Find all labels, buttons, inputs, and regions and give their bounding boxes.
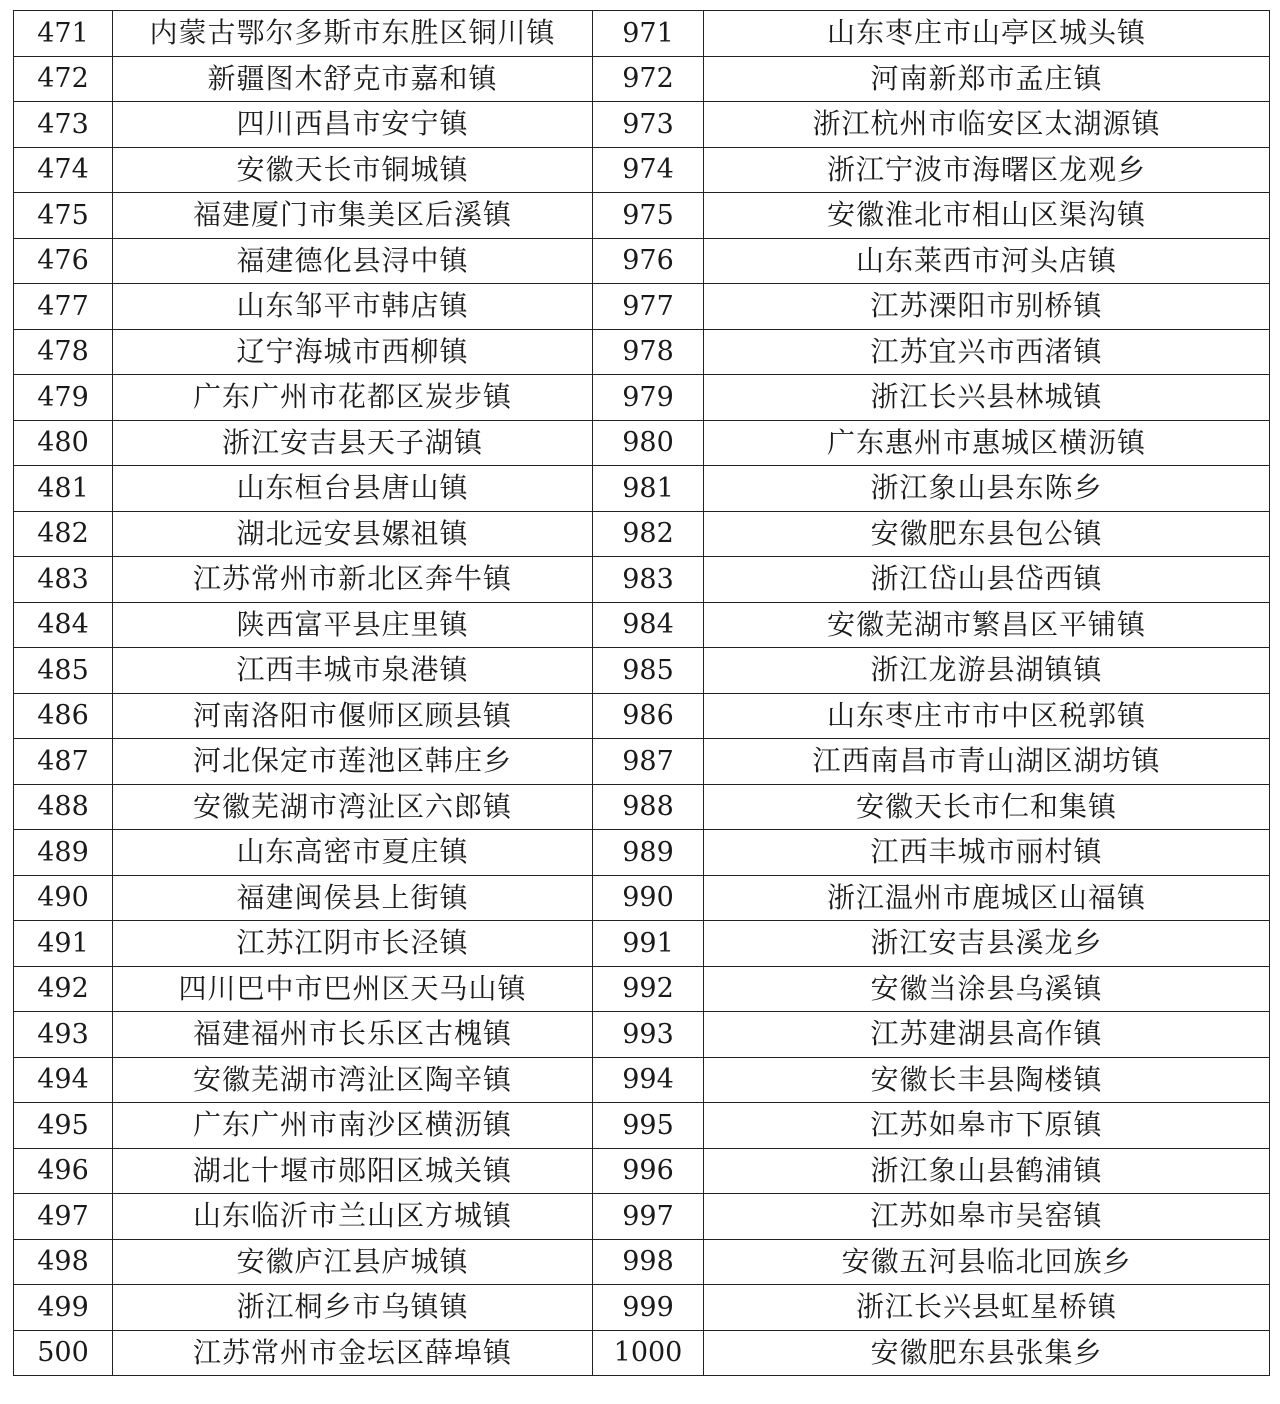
right-rank-cell: 983 xyxy=(593,557,704,603)
left-town-cell: 广东广州市南沙区横沥镇 xyxy=(113,1103,593,1149)
right-rank-cell: 984 xyxy=(593,602,704,648)
right-rank-cell: 995 xyxy=(593,1103,704,1149)
left-town-cell: 浙江桐乡市乌镇镇 xyxy=(113,1285,593,1331)
table-row xyxy=(14,147,1270,193)
right-rank-cell: 990 xyxy=(593,875,704,921)
right-town-cell: 江苏宜兴市西渚镇 xyxy=(704,329,1270,375)
left-rank-cell: 494 xyxy=(14,1057,113,1103)
table-row xyxy=(14,420,1270,466)
left-rank-cell: 493 xyxy=(14,1012,113,1058)
right-town-cell: 山东枣庄市市中区税郭镇 xyxy=(704,693,1270,739)
left-town-cell: 安徽庐江县庐城镇 xyxy=(113,1239,593,1285)
left-town-cell: 广东广州市花都区炭步镇 xyxy=(113,375,593,421)
right-town-cell: 山东莱西市河头店镇 xyxy=(704,238,1270,284)
right-town-cell: 安徽天长市仁和集镇 xyxy=(704,784,1270,830)
right-rank-cell: 979 xyxy=(593,375,704,421)
right-rank-cell: 989 xyxy=(593,830,704,876)
left-town-cell: 福建闽侯县上街镇 xyxy=(113,875,593,921)
right-town-cell: 山东枣庄市山亭区城头镇 xyxy=(704,11,1270,57)
table-row xyxy=(14,238,1270,284)
right-town-cell: 安徽肥东县包公镇 xyxy=(704,511,1270,557)
town-ranking-table xyxy=(13,10,1270,1376)
left-rank-cell: 486 xyxy=(14,693,113,739)
table-row xyxy=(14,875,1270,921)
right-rank-cell: 998 xyxy=(593,1239,704,1285)
table-body xyxy=(14,11,1270,1376)
left-rank-cell: 490 xyxy=(14,875,113,921)
right-town-cell: 浙江长兴县林城镇 xyxy=(704,375,1270,421)
left-town-cell: 安徽天长市铜城镇 xyxy=(113,147,593,193)
table-row xyxy=(14,1057,1270,1103)
right-rank-cell: 974 xyxy=(593,147,704,193)
right-rank-cell: 988 xyxy=(593,784,704,830)
right-rank-cell: 994 xyxy=(593,1057,704,1103)
left-town-cell: 四川西昌市安宁镇 xyxy=(113,102,593,148)
right-rank-cell: 996 xyxy=(593,1148,704,1194)
left-town-cell: 江苏常州市金坛区薛埠镇 xyxy=(113,1330,593,1376)
left-town-cell: 湖北十堰市郧阳区城关镇 xyxy=(113,1148,593,1194)
table-row xyxy=(14,511,1270,557)
table-row xyxy=(14,648,1270,694)
left-rank-cell: 476 xyxy=(14,238,113,284)
left-rank-cell: 483 xyxy=(14,557,113,603)
right-rank-cell: 975 xyxy=(593,193,704,239)
left-town-cell: 安徽芜湖市湾沚区六郎镇 xyxy=(113,784,593,830)
left-rank-cell: 482 xyxy=(14,511,113,557)
right-town-cell: 浙江长兴县虹星桥镇 xyxy=(704,1285,1270,1331)
table-row xyxy=(14,966,1270,1012)
left-rank-cell: 484 xyxy=(14,602,113,648)
left-rank-cell: 485 xyxy=(14,648,113,694)
table-row xyxy=(14,830,1270,876)
left-rank-cell: 488 xyxy=(14,784,113,830)
right-rank-cell: 978 xyxy=(593,329,704,375)
left-town-cell: 内蒙古鄂尔多斯市东胜区铜川镇 xyxy=(113,11,593,57)
right-town-cell: 江苏如皋市吴窑镇 xyxy=(704,1194,1270,1240)
left-town-cell: 山东桓台县唐山镇 xyxy=(113,466,593,512)
left-rank-cell: 489 xyxy=(14,830,113,876)
right-town-cell: 安徽淮北市相山区渠沟镇 xyxy=(704,193,1270,239)
left-rank-cell: 471 xyxy=(14,11,113,57)
table-row xyxy=(14,1285,1270,1331)
left-rank-cell: 472 xyxy=(14,56,113,102)
table-row xyxy=(14,11,1270,57)
left-town-cell: 湖北远安县嫘祖镇 xyxy=(113,511,593,557)
left-town-cell: 福建德化县浔中镇 xyxy=(113,238,593,284)
table-row xyxy=(14,739,1270,785)
right-rank-cell: 981 xyxy=(593,466,704,512)
right-rank-cell: 980 xyxy=(593,420,704,466)
left-rank-cell: 478 xyxy=(14,329,113,375)
right-rank-cell: 986 xyxy=(593,693,704,739)
left-town-cell: 辽宁海城市西柳镇 xyxy=(113,329,593,375)
right-town-cell: 浙江杭州市临安区太湖源镇 xyxy=(704,102,1270,148)
table-row xyxy=(14,375,1270,421)
left-town-cell: 陕西富平县庄里镇 xyxy=(113,602,593,648)
table-row xyxy=(14,102,1270,148)
table-row xyxy=(14,784,1270,830)
right-town-cell: 江西丰城市丽村镇 xyxy=(704,830,1270,876)
right-rank-cell: 993 xyxy=(593,1012,704,1058)
right-rank-cell: 977 xyxy=(593,284,704,330)
right-town-cell: 浙江温州市鹿城区山福镇 xyxy=(704,875,1270,921)
right-town-cell: 浙江象山县东陈乡 xyxy=(704,466,1270,512)
table-row xyxy=(14,466,1270,512)
table-row xyxy=(14,1012,1270,1058)
left-rank-cell: 498 xyxy=(14,1239,113,1285)
right-town-cell: 安徽五河县临北回族乡 xyxy=(704,1239,1270,1285)
left-rank-cell: 481 xyxy=(14,466,113,512)
table-row xyxy=(14,921,1270,967)
table-row xyxy=(14,1239,1270,1285)
right-town-cell: 江苏溧阳市别桥镇 xyxy=(704,284,1270,330)
table-row xyxy=(14,1194,1270,1240)
table-row xyxy=(14,602,1270,648)
right-town-cell: 浙江象山县鹤浦镇 xyxy=(704,1148,1270,1194)
table-row xyxy=(14,56,1270,102)
left-town-cell: 江苏常州市新北区奔牛镇 xyxy=(113,557,593,603)
table-row xyxy=(14,329,1270,375)
table-row xyxy=(14,193,1270,239)
left-rank-cell: 474 xyxy=(14,147,113,193)
right-rank-cell: 991 xyxy=(593,921,704,967)
right-town-cell: 浙江安吉县溪龙乡 xyxy=(704,921,1270,967)
left-rank-cell: 487 xyxy=(14,739,113,785)
left-town-cell: 福建福州市长乐区古槐镇 xyxy=(113,1012,593,1058)
left-town-cell: 江苏江阴市长泾镇 xyxy=(113,921,593,967)
right-rank-cell: 972 xyxy=(593,56,704,102)
left-town-cell: 福建厦门市集美区后溪镇 xyxy=(113,193,593,239)
table-row xyxy=(14,693,1270,739)
right-rank-cell: 982 xyxy=(593,511,704,557)
right-rank-cell: 987 xyxy=(593,739,704,785)
right-town-cell: 安徽长丰县陶楼镇 xyxy=(704,1057,1270,1103)
left-rank-cell: 480 xyxy=(14,420,113,466)
left-rank-cell: 479 xyxy=(14,375,113,421)
left-town-cell: 四川巴中市巴州区天马山镇 xyxy=(113,966,593,1012)
right-rank-cell: 973 xyxy=(593,102,704,148)
right-town-cell: 浙江龙游县湖镇镇 xyxy=(704,648,1270,694)
left-town-cell: 新疆图木舒克市嘉和镇 xyxy=(113,56,593,102)
left-town-cell: 江西丰城市泉港镇 xyxy=(113,648,593,694)
table-row xyxy=(14,284,1270,330)
right-rank-cell: 985 xyxy=(593,648,704,694)
right-rank-cell: 971 xyxy=(593,11,704,57)
right-rank-cell: 999 xyxy=(593,1285,704,1331)
right-town-cell: 浙江岱山县岱西镇 xyxy=(704,557,1270,603)
right-rank-cell: 1000 xyxy=(593,1330,704,1376)
table-row xyxy=(14,1330,1270,1376)
left-town-cell: 山东高密市夏庄镇 xyxy=(113,830,593,876)
left-rank-cell: 477 xyxy=(14,284,113,330)
right-town-cell: 江西南昌市青山湖区湖坊镇 xyxy=(704,739,1270,785)
left-rank-cell: 491 xyxy=(14,921,113,967)
right-town-cell: 广东惠州市惠城区横沥镇 xyxy=(704,420,1270,466)
left-rank-cell: 495 xyxy=(14,1103,113,1149)
left-town-cell: 山东邹平市韩店镇 xyxy=(113,284,593,330)
left-rank-cell: 473 xyxy=(14,102,113,148)
right-town-cell: 安徽肥东县张集乡 xyxy=(704,1330,1270,1376)
left-rank-cell: 496 xyxy=(14,1148,113,1194)
left-town-cell: 河南洛阳市偃师区顾县镇 xyxy=(113,693,593,739)
right-rank-cell: 997 xyxy=(593,1194,704,1240)
left-rank-cell: 500 xyxy=(14,1330,113,1376)
left-rank-cell: 475 xyxy=(14,193,113,239)
left-rank-cell: 492 xyxy=(14,966,113,1012)
right-rank-cell: 992 xyxy=(593,966,704,1012)
left-town-cell: 安徽芜湖市湾沚区陶辛镇 xyxy=(113,1057,593,1103)
right-town-cell: 江苏如皋市下原镇 xyxy=(704,1103,1270,1149)
left-rank-cell: 499 xyxy=(14,1285,113,1331)
left-rank-cell: 497 xyxy=(14,1194,113,1240)
left-town-cell: 浙江安吉县天子湖镇 xyxy=(113,420,593,466)
right-town-cell: 江苏建湖县高作镇 xyxy=(704,1012,1270,1058)
right-rank-cell: 976 xyxy=(593,238,704,284)
left-town-cell: 山东临沂市兰山区方城镇 xyxy=(113,1194,593,1240)
right-town-cell: 安徽当涂县乌溪镇 xyxy=(704,966,1270,1012)
table-row xyxy=(14,557,1270,603)
table-row xyxy=(14,1103,1270,1149)
right-town-cell: 浙江宁波市海曙区龙观乡 xyxy=(704,147,1270,193)
right-town-cell: 安徽芜湖市繁昌区平铺镇 xyxy=(704,602,1270,648)
right-town-cell: 河南新郑市孟庄镇 xyxy=(704,56,1270,102)
left-town-cell: 河北保定市莲池区韩庄乡 xyxy=(113,739,593,785)
table-row xyxy=(14,1148,1270,1194)
